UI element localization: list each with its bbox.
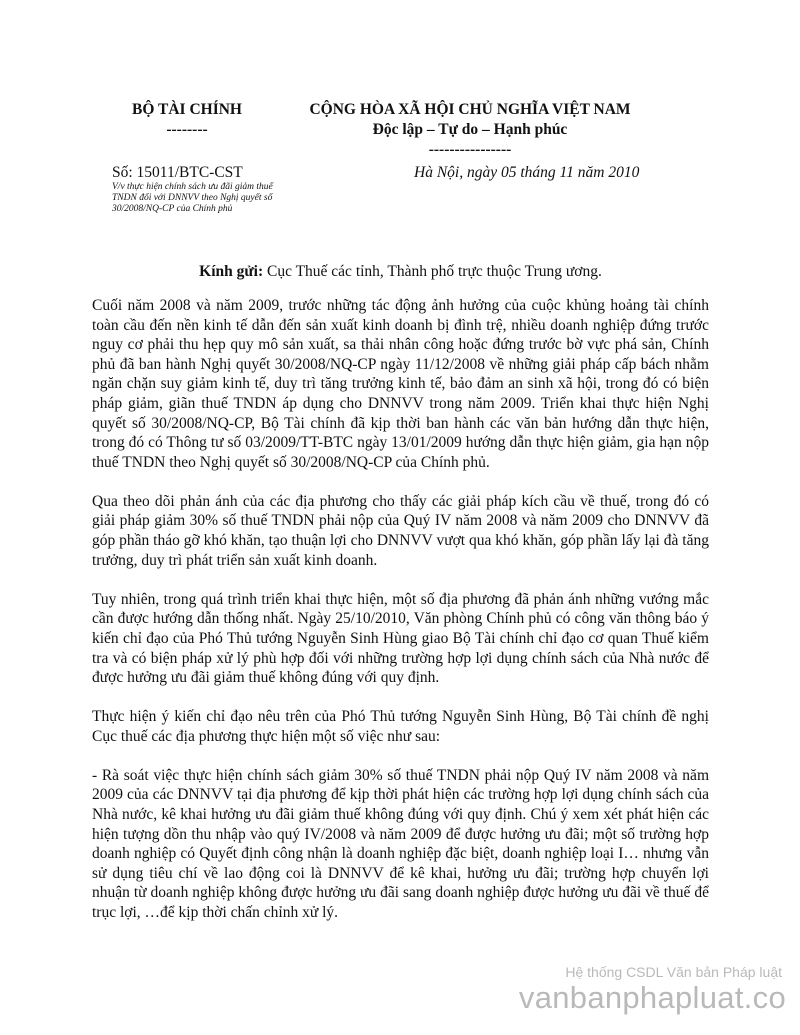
national-motto: Độc lập – Tự do – Hạnh phúc	[372, 121, 568, 138]
body-paragraph: Qua theo dõi phản ánh của các địa phương cho thấy các giải pháp kích cầu về thuế, trong đó có giải pháp giảm 30% số thuế TNDN phải nộp của Quý IV năm 2008 và năm 2009 cho DNNVV đã góp phần tháo gỡ khó khăn, tạo thuận lợi cho DNNVV vượt qua khó khăn, góp phần lấy lại đà tăng trưởng, duy trì phát triển sản xuất kinh doanh.	[92, 492, 709, 569]
motto-divider: ----------------	[428, 141, 512, 158]
agency-divider: --------	[166, 121, 208, 138]
body-paragraph: Thực hiện ý kiến chỉ đạo nêu trên của Phó Thủ tướng Nguyễn Sinh Hùng, Bộ Tài chính đề nghị Cục thuế các địa phương thực hiện một số việc như sau:	[92, 708, 709, 745]
document-number: Số: 15011/BTC-CST	[112, 164, 243, 181]
body-paragraph: Cuối năm 2008 và năm 2009, trước những tác động ảnh hưởng của cuộc khủng hoảng tài chính toàn cầu đến nền kinh tế dẫn đến sản xuất kinh doanh bị đình trệ, nhiều doanh nghiệp đứng trước nguy cơ phải thu hẹp quy mô sản xuất, sa thải nhân công hoặc đứng trước bờ vực phá sản, Chính phủ đã ban hành Nghị quyết 30/2008/NQ-CP ngày 11/12/2008 về những giải pháp cấp bách nhằm ngăn chặn suy giảm kinh tế, duy trì tăng trưởng kinh tế, bảo đảm an sinh xã hội, trong đó có biện pháp giảm, giãn thuế TNDN áp dụng cho DNNVV trong năm 2009. Triển khai thực hiện Nghị quyết số 30/2008/NQ-CP, Bộ Tài chính đã kịp thời ban hành các văn bản hướng dẫn thực hiện, trong đó có Thông tư số 03/2009/TT-BTC ngày 13/01/2009 hướng dẫn thực hiện giảm, gia hạn nộp thuế TNDN theo Nghị quyết số 30/2008/NQ-CP của Chính phủ.	[92, 297, 709, 471]
watermark-site: vanbanphapluat.co	[518, 980, 786, 1015]
body-paragraph: Tuy nhiên, trong quá trình triển khai thực hiện, một số địa phương đã phản ánh những vướng mắc cần được hướng dẫn thống nhất. Ngày 25/10/2010, Văn phòng Chính phủ có công văn thông báo ý kiến chỉ đạo của Phó Thủ tướng Nguyễn Sinh Hùng giao Bộ Tài chính chỉ đạo cơ quan Thuế kiểm tra và có biện pháp xử lý phù hợp đối với những trường hợp lợi dụng chính sách của Nhà nước để được hưởng ưu đãi giảm thuế không đúng với quy định.	[92, 590, 709, 687]
document-body	[92, 296, 709, 942]
document-subject: V/v thực hiện chính sách ưu đãi giảm thuế TNDN đối với DNNVV theo Nghị quyết số 30/2008/NQ-CP của Chính phủ	[112, 182, 273, 214]
greeting-label: Kính gửi:	[199, 263, 264, 280]
agency-header	[112, 100, 262, 140]
agency-name: BỘ TÀI CHÍNH	[132, 101, 242, 118]
country-name: CỘNG HÒA XÃ HỘI CHỦ NGHĨA VIỆT NAM	[309, 101, 631, 118]
greeting	[112, 262, 689, 281]
national-header	[290, 100, 650, 160]
watermark-caption: Hệ thống CSDL Văn bản Pháp luật	[565, 964, 782, 980]
document-date: Hà Nội, ngày 05 tháng 11 năm 2010	[414, 164, 640, 181]
body-paragraph: - Rà soát việc thực hiện chính sách giảm 30% số thuế TNDN phải nộp Quý IV năm 2008 và năm 2009 của các DNNVV tại địa phương để kịp thời phát hiện các trường hợp lợi dụng chính sách của Nhà nước, kê khai hưởng ưu đãi giảm thuế không đúng với quy định. Chú ý xem xét phát hiện các hiện tượng dồn thu nhập vào quý IV/2008 và năm 2009 để được hưởng ưu đãi; một số trường hợp doanh nghiệp có Quyết định công nhận là doanh nghiệp đặc biệt, doanh nghiệp loại I… nhưng vẫn sử dụng tiêu chí về lao động coi là DNNVV để kê khai, hưởng ưu đãi; trường hợp chuyển lợi nhuận từ doanh nghiệp không được hưởng ưu đãi sang doanh nghiệp được hưởng ưu đãi về thuế để trục lợi, …để kịp thời chấn chỉnh xử lý.	[92, 766, 709, 922]
greeting-recipient: Cục Thuế các tỉnh, Thành phố trực thuộc Trung ương.	[263, 263, 602, 280]
